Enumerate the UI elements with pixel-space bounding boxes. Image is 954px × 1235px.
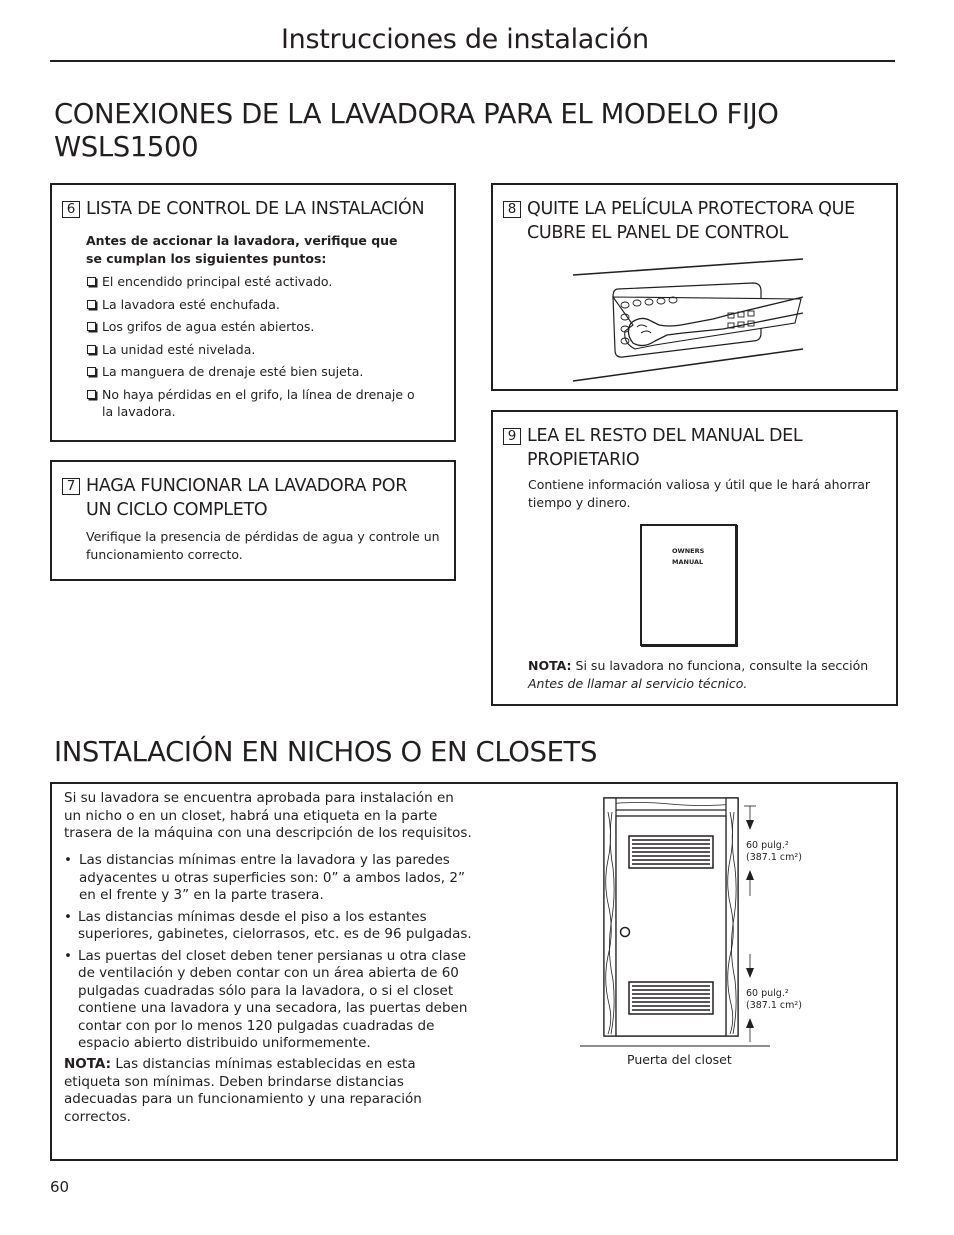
step9-text: Contiene información valiosa y útil que le hará ahorrar tiempo y dinero. [528, 477, 871, 510]
note-text: Si su lavadora no funciona, consulte la sección [575, 658, 869, 673]
checklist-item: No haya pérdidas en el grifo, la línea de drenaje o la lavadora. [86, 386, 416, 421]
checkbox-icon [87, 322, 96, 331]
requirement-item: • Las distancias mínimas entre la lavadora y las paredes adyacentes u otras superficies son: 0” a ambos lados, 2” en el frente y 3” en la parte trasera. [64, 852, 465, 903]
page-header-title: Instrucciones de instalación [281, 24, 649, 55]
requirement-item: • Las puertas del closet deben tener persianas u otra clase de ventilación y deben contar con un área abierta de 60 pulgadas cuadradas sólo para la lavadora, o si el closet contiene una lavadora y una secadora, las puertas deben contar con por lo menos 120 pulgadas cuadradas de espacio abierto distribuido uniformemente. [64, 947, 468, 1051]
note-text: Las distancias mínimas establecidas en esta etiqueta son mínimas. Deben brindarse distancias adecuadas para un funcionamiento y una reparación correctos. [64, 1056, 422, 1125]
vent-top-area-metric: (387.1 cm²) [746, 852, 802, 863]
step6-number: 6 [62, 201, 80, 218]
step9-title: LEA EL RESTO DEL MANUAL DEL PROPIETARIO [527, 426, 803, 470]
section-title-closets: INSTALACIÓN EN NICHOS O EN CLOSETS [54, 736, 598, 768]
control-panel-illustration [563, 253, 813, 383]
step7-number: 7 [62, 478, 80, 495]
checklist-item: La lavadora esté enchufada. [86, 296, 466, 314]
closet-note [64, 1056, 464, 1126]
checklist-item: La unidad esté nivelada. [86, 341, 466, 359]
step6-box [50, 183, 456, 442]
vent-top-label [746, 840, 802, 864]
vent-bottom-area-metric: (387.1 cm²) [746, 1000, 802, 1011]
note-italic-reference: Antes de llamar al servicio técnico. [528, 676, 748, 691]
manual-title-line1: OWNERS [672, 547, 705, 555]
checkbox-icon [87, 390, 96, 399]
checkbox-icon [87, 277, 96, 286]
requirement-item: • Las distancias mínimas desde el piso a los estantes superiores, gabinetes, cielorrasos, etc. es de 96 pulgadas. [64, 908, 472, 942]
vent-bottom-label [746, 988, 802, 1012]
note-label: NOTA: [528, 658, 572, 673]
checkbox-icon [87, 345, 96, 354]
vent-bottom-area: 60 pulg.² [746, 988, 789, 999]
note-label: NOTA: [64, 1056, 112, 1072]
step7-title: HAGA FUNCIONAR LA LAVADORA POR UN CICLO COMPLETO [86, 476, 408, 520]
step9-box [491, 410, 898, 706]
closet-requirements [64, 852, 474, 1057]
section-title-connections: CONEXIONES DE LA LAVADORA PARA EL MODELO FIJO WSLS1500 [54, 98, 779, 163]
closet-figure-caption: Puerta del closet [627, 1052, 732, 1067]
step9-note [528, 657, 888, 693]
step8-box [491, 183, 898, 391]
step6-checklist [86, 273, 466, 426]
closet-box [50, 782, 898, 1161]
step7-text: Verifique la presencia de pérdidas de agua y controle un funcionamiento correcto. [86, 529, 440, 562]
step8-title: QUITE LA PELÍCULA PROTECTORA QUE CUBRE EL PANEL DE CONTROL [527, 199, 855, 243]
closet-intro: Si su lavadora se encuentra aprobada para instalación en un nicho o en un closet, habrá una etiqueta en la parte trasera de la máquina con una descripción de los requisitos. [64, 790, 472, 841]
step7-box [50, 460, 456, 581]
header-divider [50, 60, 895, 62]
checkbox-icon [87, 300, 96, 309]
checklist-item: El encendido principal esté activado. [86, 273, 466, 291]
step8-number: 8 [503, 201, 521, 218]
manual-title-line2: MANUAL [672, 558, 704, 566]
owners-manual-image [640, 524, 737, 646]
checkbox-icon [87, 367, 96, 376]
checklist-item: Los grifos de agua estén abiertos. [86, 318, 466, 336]
step6-intro: Antes de accionar la lavadora, verifique que se cumplan los siguientes puntos: [86, 233, 398, 266]
step6-title: LISTA DE CONTROL DE LA INSTALACIÓN [86, 199, 425, 219]
vent-top-area: 60 pulg.² [746, 840, 789, 851]
step9-number: 9 [503, 428, 521, 445]
checklist-item: La manguera de drenaje esté bien sujeta. [86, 363, 466, 381]
closet-door-illustration [580, 796, 780, 1056]
page-number: 60 [50, 1178, 70, 1196]
